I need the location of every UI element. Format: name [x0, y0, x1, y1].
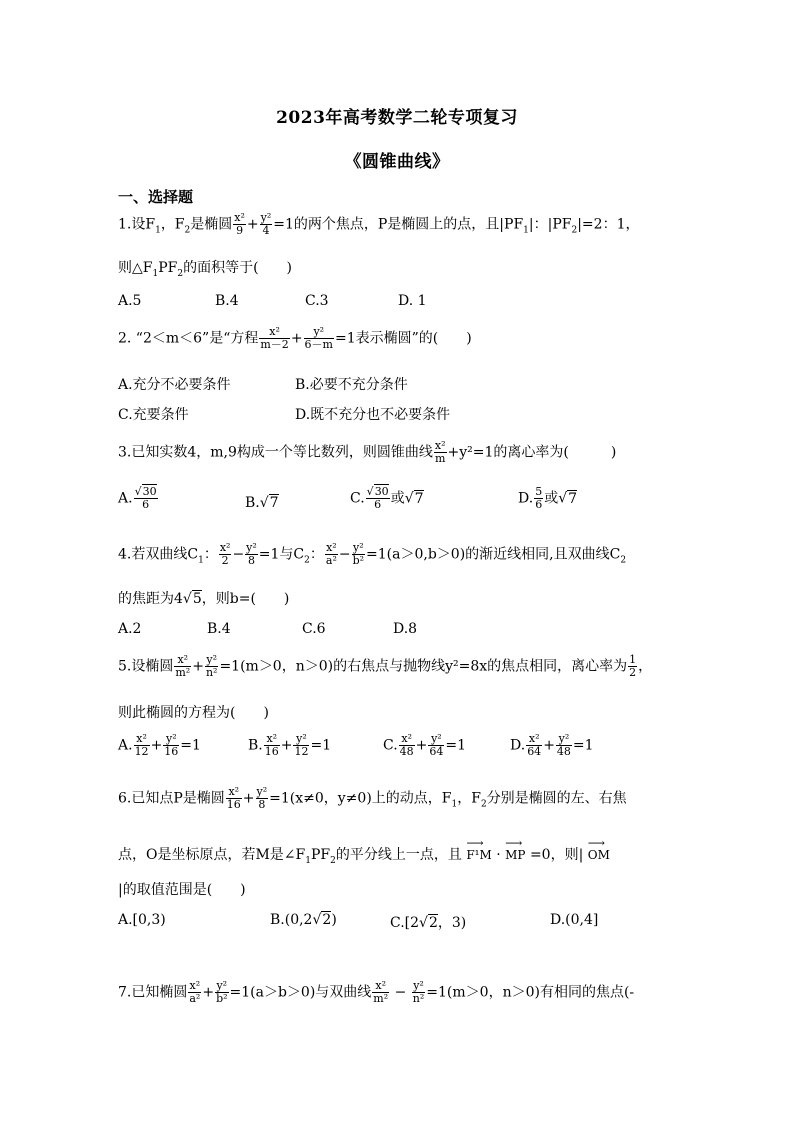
question-1-stem: 1.设$F_1$，$F_2$是椭圆 $\frac{\text{x²}}{9}$ + $\frac{\text{y²}}{4}$ =1的两个焦点，P是椭圆上的点，且$|PF_1|$：$|PF_2|=2$：1， [118, 211, 640, 238]
question-6-option-a: A.[0,3) [118, 912, 166, 928]
fraction: $\frac{\text{y²}}{\text{n²}}$ [205, 653, 218, 680]
vector-mp: ⟶ MP [505, 848, 525, 862]
question-6-option-c: C.[2√2，3) [390, 915, 467, 931]
fraction: $\frac{\text{x²}}{m-2}$ [260, 325, 289, 352]
question-4-stem-line2: 的焦距为4√5，则b=( ) [118, 591, 290, 607]
question-1-option-b: B.4 [215, 293, 239, 309]
fraction: $\frac{\text{y²}}{48}$ [556, 732, 571, 759]
question-5-stem-line2: 则此椭圆的方程为( ) [118, 705, 269, 721]
question-5-stem: 5.设椭圆 $\frac{\text{x²}}{\text{m²}}$ + $\frac{\text{y²}}{\text{n²}}$ =1(m＞0，n＞0)的右焦点与抛物线y²=8x的焦点相同，离心率为 $\frac{1}{2}$ ， [118, 653, 653, 680]
fraction: $\frac{\text{y²}}{64}$ [429, 732, 444, 759]
question-6-stem: 6.已知点P是椭圆 $\frac{\text{x²}}{16}$ + $\frac{\text{y²}}{8}$ =1(x≠0，y≠0)上的动点，$F_1$，$F_2$分别是椭圆的左、右焦 [118, 785, 627, 812]
fraction: $\frac{\text{x²}}{12}$ [134, 732, 149, 759]
question-5-option-d: D. $\frac{\text{x²}}{64}$ + $\frac{\text{y²}}{48}$ =1 [510, 732, 594, 759]
fraction: $\frac{\text{y²}}{12}$ [294, 732, 309, 759]
fraction: $\frac{\text{x²}}{16}$ [264, 732, 279, 759]
question-3-stem: 3.已知实数4，m,9构成一个等比数列，则圆锥曲线 $\frac{\text{x²}}{m}$ +y²=1的离心率为( ) [118, 439, 617, 466]
vector-om: ⟶ OM [588, 848, 610, 862]
fraction: $\frac{\text{y²}}{4}$ [260, 211, 272, 238]
fraction: $\frac{\text{x²}}{m}$ [434, 439, 446, 466]
question-4-option-b: B.4 [207, 621, 231, 637]
question-4-option-a: A.2 [118, 621, 142, 637]
fraction: $\frac{√30}{6}$ [134, 485, 157, 512]
document-title: 2023年高考数学二轮专项复习 [276, 108, 518, 128]
question-6-option-b: B.(0,2√2) [270, 912, 337, 928]
section-heading: 一、选择题 [118, 188, 194, 206]
question-2-option-a: A.充分不必要条件 [118, 377, 231, 393]
fraction: $\frac{\text{x²}}{\text{m²}}$ [175, 653, 191, 680]
question-5-option-c: C. $\frac{\text{x²}}{48}$ + $\frac{\text{y²}}{64}$ =1 [383, 732, 467, 759]
question-6-stem-line3: |的取值范围是( ) [118, 882, 246, 898]
question-1-option-a: A.5 [118, 293, 142, 309]
vector-f1m: ⟶ F¹M [466, 848, 491, 862]
fraction: $\frac{\text{x²}}{\text{a²}}$ [189, 979, 201, 1006]
fraction: $\frac{5}{6}$ [535, 485, 543, 512]
fraction: $\frac{\text{x²}}{\text{a²}}$ [325, 541, 337, 568]
question-1-option-c: C.3 [305, 293, 329, 309]
question-5-option-b: B. $\frac{\text{x²}}{16}$ + $\frac{\text{y²}}{12}$ =1 [248, 732, 332, 759]
question-5-option-a: A. $\frac{\text{x²}}{12}$ + $\frac{\text{y²}}{16}$ =1 [118, 732, 201, 759]
question-4-option-d: D.8 [393, 621, 418, 637]
question-4-option-c: C.6 [302, 621, 326, 637]
fraction: $\frac{\text{x²}}{48}$ [399, 732, 414, 759]
fraction: $\frac{\text{y²}}{6-m}$ [304, 325, 333, 352]
fraction: $\frac{\text{x²}}{64}$ [527, 732, 542, 759]
question-6-stem-line2: 点，O是坐标原点，若M是$\angle F_1PF_2$的平分线上一点，且 ⟶ F¹M · ⟶ MP =0，则| ⟶ OM [118, 844, 610, 866]
question-3-option-a: A. $\frac{√30}{6}$ [118, 485, 157, 512]
question-7-stem: 7.已知椭圆 $\frac{\text{x²}}{\text{a²}}$ + $\frac{\text{y²}}{\text{b²}}$ =1(a＞b＞0)与双曲线 $\frac{\text{x²}}{\text{m²}}$ − $\frac{\text{y²}}{\text{n²}}$ =1(m＞0，n＞0)有相同的焦点(- [118, 979, 635, 1006]
fraction: $\frac{1}{2}$ [629, 653, 637, 680]
question-2-option-d: D.既不充分也不必要条件 [295, 407, 451, 423]
fraction: $\frac{\text{x²}}{16}$ [226, 785, 241, 812]
question-3-option-c: C. $\frac{√30}{6}$ 或√7 [350, 485, 424, 512]
question-6-option-d: D.(0,4] [550, 912, 599, 928]
fraction: $\frac{√30}{6}$ [366, 485, 389, 512]
question-3-option-d: D. $\frac{5}{6}$ 或√7 [518, 485, 578, 512]
fraction: $\frac{\text{x²}}{2}$ [219, 541, 231, 568]
fraction: $\frac{\text{y²}}{\text{b²}}$ [352, 541, 365, 568]
fraction: $\frac{\text{y²}}{8}$ [246, 541, 257, 568]
question-2-option-b: B.必要不充分条件 [295, 377, 408, 393]
fraction: $\frac{\text{y²}}{16}$ [164, 732, 179, 759]
fraction: $\frac{\text{y²}}{\text{b²}}$ [216, 979, 228, 1006]
fraction: $\frac{\text{y²}}{\text{n²}}$ [412, 979, 425, 1006]
question-2-stem: 2. “2＜m＜6”是“方程 $\frac{\text{x²}}{m-2}$ + $\frac{\text{y²}}{6-m}$ =1表示椭圆”的( ) [118, 325, 472, 352]
fraction: $\frac{\text{x²}}{9}$ [234, 211, 245, 238]
fraction: $\frac{\text{y²}}{8}$ [256, 785, 268, 812]
question-1-option-d: D. 1 [398, 293, 427, 309]
question-4-stem: 4.若双曲线$C_1$： $\frac{\text{x²}}{2}$ − $\frac{\text{y²}}{8}$ =1与$C_2$： $\frac{\text{x²}}{\text{a²}}$ − $\frac{\text{y²}}{\text{b²}}$ =1(a＞0,b＞0)的渐近线相同,且双曲线$C_2$ [118, 541, 627, 568]
question-3-option-b: B.√7 [245, 495, 279, 511]
fraction: $\frac{\text{x²}}{\text{m²}}$ [373, 979, 389, 1006]
question-1-stem-line2: 则$\triangle F_1PF_2$的面积等于( ) [118, 260, 293, 279]
question-2-option-c: C.充要条件 [118, 407, 189, 423]
document-subtitle: 《圆锥曲线》 [344, 152, 450, 172]
